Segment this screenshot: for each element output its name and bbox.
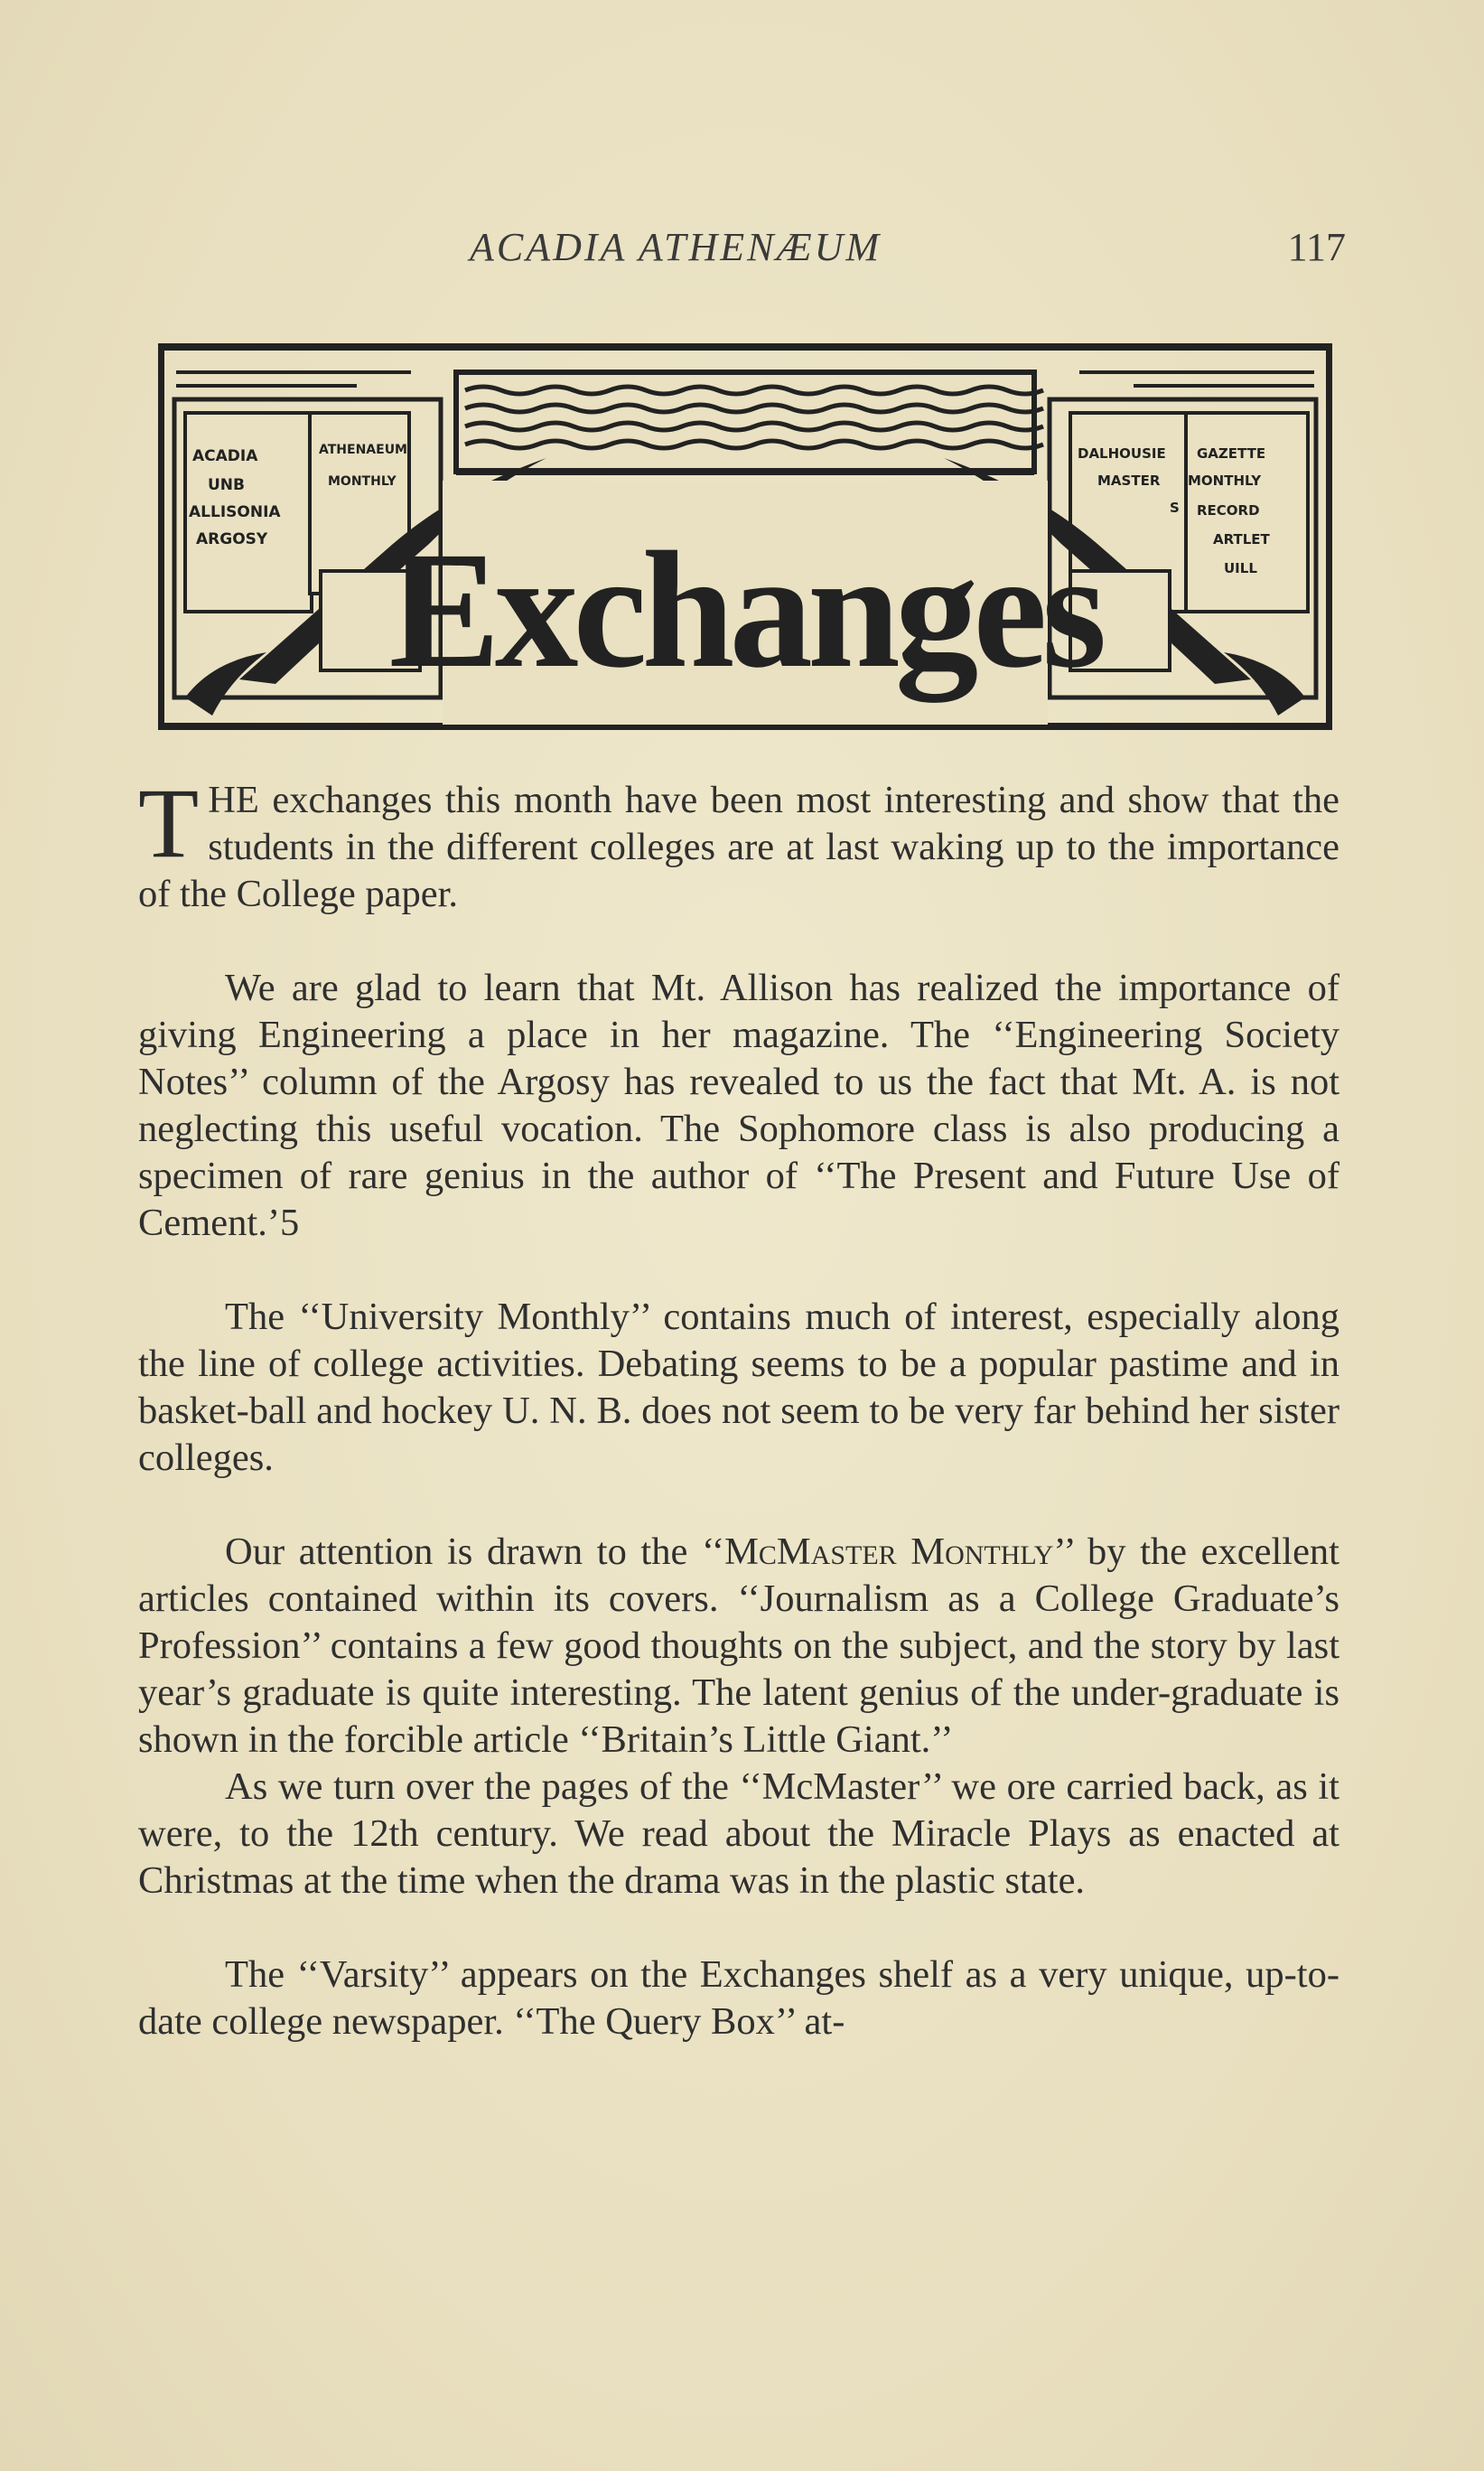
left-book-line-1: ACADIA [192,447,258,465]
paragraph-5: As we turn over the pages of the ‘‘McMaster’’ we ore carried back, as it were, to the 12th century. We read about the Miracle Plays as enacted at Christmas at the time when the drama was in the plastic state. [138,1765,1339,1902]
running-title: ACADIA ATHENÆUM [470,225,882,269]
right-book-line-3: S [1170,500,1180,516]
left-book-line-4: ARGOSY [196,530,268,548]
paragraph-1 [138,768,1339,918]
left-book2-line-2: MONTHLY [328,474,397,489]
exchanges-banner [158,336,1332,743]
paragraph-3: The ‘‘University Monthly’’ contains much of interest, especially along the line of college activities. Debating seems to be a popular pastime and in basket-ball and hockey U. N. B. does not seem to be very far behind her sister colleges. [138,1296,1339,1479]
right-book-line-5: UILL [1224,560,1257,576]
right-book2-line-2: MONTHLY [1188,473,1262,489]
drop-cap: T [138,768,200,878]
article-body [138,768,1339,2092]
paragraph-4-a: Our attention is drawn to the ‘‘ [225,1530,725,1573]
left-book-line-2: UNB [208,476,245,494]
running-head [135,224,1346,278]
banner-illustration [158,336,1332,743]
right-book2-line-1: GAZETTE [1197,445,1266,462]
paragraph-4-b: ’’ by the excellent articles contained within its covers. ‘‘Journalism as a College Graduate’s Profession’’ contains a few good thoughts on the subject, and the story by last year’s graduate is quite interesting. The latent genius of the under-graduate is shown in the forcible article ‘‘Britain’s Little Giant.’’ [138,1530,1339,1761]
right-book-line-2: MASTER [1097,473,1161,489]
right-book2-line-3: RECORD [1197,502,1260,519]
left-book-line-3: ALLISONIA [189,503,281,521]
paragraph-4-smallcaps: McMaster Monthly [724,1530,1054,1573]
paragraph-6: The ‘‘Varsity’’ appears on the Exchanges shelf as a very unique, up-to-date college newspaper. ‘‘The Query Box’’ at- [138,1953,1339,2043]
paragraph-2: We are glad to learn that Mt. Allison has realized the importance of giving Engineering a place in her magazine. The ‘‘Engineering Society Notes’’ column of the Argosy has revealed to us the fact that Mt. A. is not neglecting this useful vocation. The Sophomore class is also producing a specimen of rare genius in the author of ‘‘The Present and Future Use of Cement.’5 [138,967,1339,1244]
left-book2-line-1: ATHENAEUM [319,443,407,457]
paragraph-1-text: HE exchanges this month have been most interesting and show that the students in the different colleges are at last waking up to the importance of the College paper. [138,779,1339,915]
banner-title: Exchanges [388,518,1102,703]
right-book-line-1: DALHOUSIE [1078,445,1166,462]
right-book-line-4: ARTLET [1213,531,1270,548]
paragraph-4 [138,1529,1339,1764]
page-number: 117 [1287,225,1346,269]
